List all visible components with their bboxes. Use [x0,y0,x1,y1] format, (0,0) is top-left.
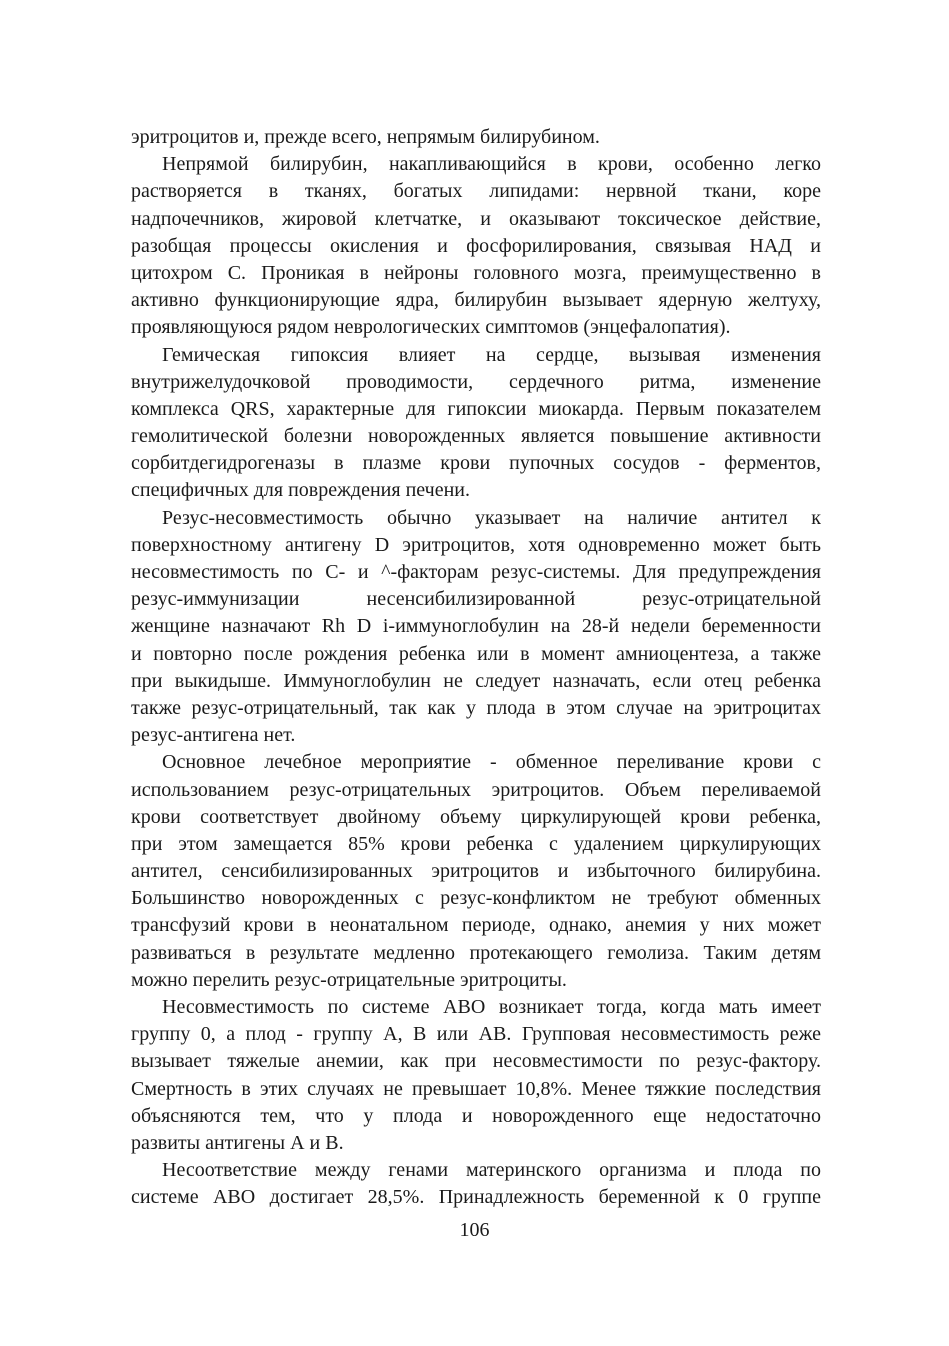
text-line: резус-иммунизации несенсибилизированной резус-отрицательной [131,588,821,611]
text-line: использованием резус-отрицательных эритроцитов. Объем переливаемой [131,778,821,801]
text-line: женщине назначают Rh D i-иммуноглобулин на 28-й недели беременности [131,615,821,638]
text-line: внутрижелудочковой проводимости, сердечного ритма, изменение [131,370,821,393]
text-line: Гемическая гипоксия влияет на сердце, вызывая изменения [162,343,821,366]
text-line: Основное лечебное мероприятие - обменное переливание крови с [162,751,821,774]
text-line: комплекса QRS, характерные для гипоксии миокарда. Первым показателем [131,397,821,420]
text-line: резус-антигена нет. [131,724,296,747]
text-line: несовместимость по С- и ^-факторам резус-системы. Для предупреждения [131,561,821,583]
text-line: эритроцитов и, прежде всего, непрямым билирубином. [131,126,600,148]
text-line: системе АВО достигает 28,5%. Принадлежность беременной к 0 группе [131,1186,821,1209]
text-line: можно перелить резус-отрицательные эритроциты. [131,968,567,991]
text-line: трансфузий крови в неонатальном периоде, однако, анемия у них может [131,914,821,937]
text-line: поверхностному антигену D эритроцитов, хотя одновременно может быть [131,533,821,556]
text-line: Несовместимость по системе АВО возникает тогда, когда мать имеет [162,996,821,1018]
text-line: надпочечников, жировой клетчатке, и оказывают токсическое действие, [131,207,821,230]
text-line: разобщая процессы окисления и фосфорилирования, связывая НАД и [131,234,821,257]
text-line: проявляющуюся рядом неврологических симптомов (энцефалопатия). [131,316,731,339]
page-number: 106 [459,1219,490,1241]
text-line: Непрямой билирубин, накапливающийся в крови, особенно легко [162,153,821,176]
text-line: антител, сенсибилизированных эритроцитов и избыточного билирубина. [131,860,821,883]
text-line: активно функционирующие ядра, билирубин вызывает ядерную желтуху, [131,289,821,312]
text-line: развиваться в результате медленно протекающего гемолиза. Таким детям [131,941,821,964]
text-line: объясняются тем, что у плода и новорожденного еще недостаточно [131,1104,821,1127]
text-line: цитохром С. Проникая в нейроны головного мозга, преимущественно в [131,261,821,284]
text-line: при этом замещается 85% крови ребенка с удалением циркулирующих [131,832,821,855]
text-line: растворяется в тканях, богатых липидами: нервной ткани, коре [131,180,821,203]
text-line: вызывает тяжелые анемии, как при несовместимости по резус-фактору. [131,1050,821,1073]
text-line: при выкидыше. Иммуноглобулин не следует назначать, если отец ребенка [131,669,821,692]
text-line: сорбитдегидрогеназы в плазме крови пупочных сосудов - ферментов, [131,452,821,475]
text-line: Несоответствие между генами материнского организма и плода по [162,1159,821,1182]
text-line: гемолитической болезни новорожденных является повышение активности [131,425,821,448]
text-line: группу 0, а плод - группу А, В или АВ. Групповая несовместимость реже [131,1023,821,1046]
text-line: крови соответствует двойному объему циркулирующей крови ребенка, [131,805,821,828]
text-line: Большинство новорожденных с резус-конфликтом не требуют обменных [131,887,821,910]
text-line: Резус-несовместимость обычно указывает на наличие антител к [162,506,821,529]
page-text-block [131,124,821,1212]
text-line: специфичных для повреждения печени. [131,479,471,502]
text-line: Смертность в этих случаях не превышает 10,8%. Менее тяжкие последствия [131,1077,821,1100]
text-line: также резус-отрицательный, так как у плода в этом случае на эритроцитах [131,696,821,719]
text-line: и повторно после рождения ребенка или в момент амниоцентеза, а также [131,642,821,665]
text-line: развиты антигены А и В. [131,1131,344,1154]
